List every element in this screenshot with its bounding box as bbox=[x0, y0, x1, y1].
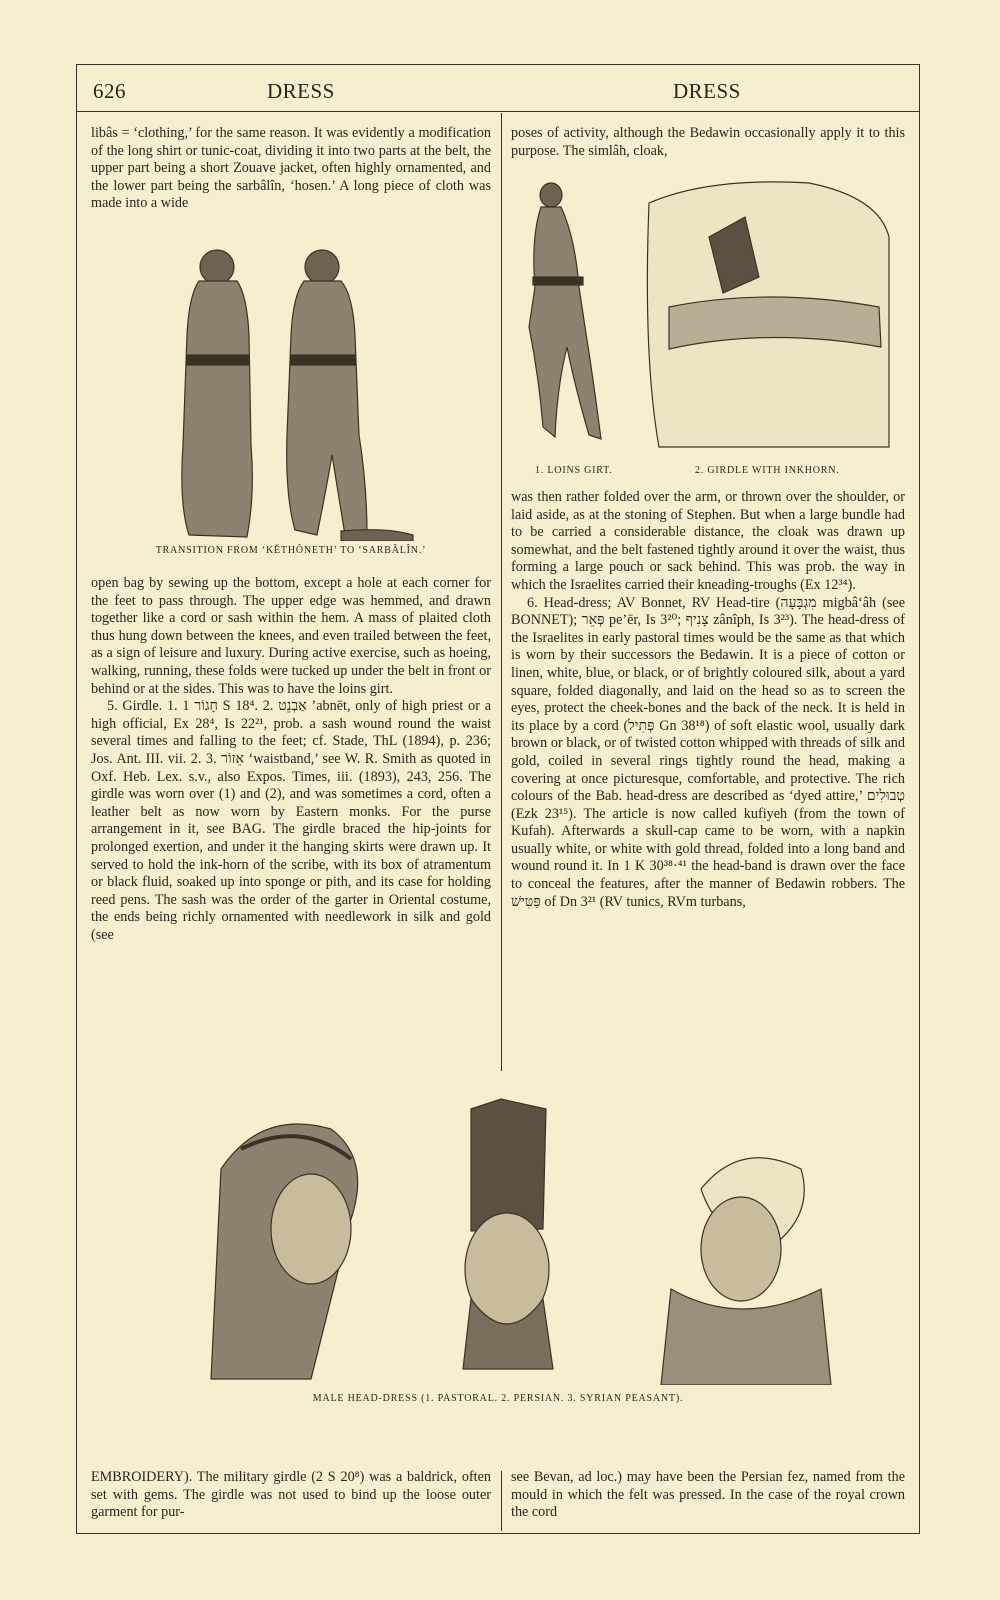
bottom-left-text bbox=[91, 1469, 491, 1522]
head-dress-figure bbox=[201, 1089, 841, 1385]
right-column-top bbox=[511, 125, 905, 160]
bottom-right-paragraph: see Bevan, ad loc.) may have been the Persian fez, named from the mould in which the felt was pressed. In the case of the royal crown the cord bbox=[511, 1469, 905, 1521]
column-rule-bottom bbox=[501, 1471, 502, 1531]
head-dress-caption: MALE HEAD-DRESS (1. PASTORAL. 2. PERSIAN. 3. SYRIAN PEASANT). bbox=[312, 1393, 684, 1404]
girdle-inkhorn-caption: 2. GIRDLE WITH INKHORN. bbox=[695, 465, 840, 476]
right-top-paragraph: poses of activity, although the Bedawin occasionally apply it to this purpose. The simlâh, cloak, bbox=[511, 125, 905, 159]
loins-girt-figures bbox=[509, 177, 905, 457]
left-column-main bbox=[91, 575, 491, 944]
bottom-right-text bbox=[511, 1469, 905, 1522]
page-number: 626 bbox=[93, 79, 126, 103]
left-column-top bbox=[91, 125, 491, 235]
right-column-main bbox=[511, 489, 905, 911]
transition-figure bbox=[167, 245, 457, 541]
header-right-title: DRESS bbox=[673, 79, 741, 103]
transition-figure-caption: TRANSITION FROM ‘KĔTHŌNETH’ TO ‘SARBÂLÎN.’ bbox=[155, 545, 427, 556]
left-paragraph-girdle: 5. Girdle. 1. חָגוֹר 1 S 18⁴. 2. אַבְנֵט ’abnēt, only of high priest or a high official, Ex 28⁴, Is 22²¹, prob. a sash wound round the waist several times and falling to the feet; cf. Stade, ThL (1894), p. 236; Jos. Ant. III. vii. 2. 3. אֵזוֹר ‘waistband,’ see W. R. Smith as quoted in Oxf. Heb. Lex. s.v., also Expos. Times, iii. (1893), 243, 256. The girdle was worn over (1) and (2), and was sometimes a cord, often a leather belt as now worn by Eastern monks. For the purse arrangement in it, see BAG. The girdle braced the hip-joints for prolonged exertion, and under it the hanging skirts were drawn up. It served to hold the ink-horn of the scribe, with its box of atramentum or black fluid, soaked up into sponge or pith, and its case for holding reed pens. The sash was the order of the garter in Oriental costume, the ends being richly ornamented with needlework in silk and gold (see bbox=[91, 698, 491, 943]
left-top-paragraph: libâs = ‘clothing,’ for the same reason. It was evidently a modification of the long shirt or tunic-coat, dividing it into two parts at the belt, the upper part being a short Zouave jacket, often highly ornamented, and the lower part being the sarbâlîn, ‘hosen.’ A long piece of cloth was made into a wide bbox=[91, 125, 491, 212]
right-paragraph-headdress: 6. Head-dress; AV Bonnet, RV Head-tire (מִגְבָּעָה migbâ‘âh (see BONNET); פְּאֵר pe’ēr, Is 3²⁰; צָנִיף zânîph, Is 3²³). The head-dress of the Israelites in early pastoral times would be the same as that which is worn by their successors the Bedawin. It is a piece of cotton or linen, white, blue, or black, or of brightly coloured silk, about a yard square, folded diagonally, and laid on the head so as to screen the eyes, protect the cheek-bones and the back of the neck. It is held in its place by a cord (פְּתִיל Gn 38¹⁸) of soft elastic wool, usually dark brown or black, or of twisted cotton whipped with threads of silk and gold, coiled in several rings tightly round the head, making a covering at once picturesque, comfortable, and protective. The rich colours of the Bab. head-dress are described as ‘dyed attire,’ טְבוּלִים (Ezk 23¹⁵). The article is now called kufiyeh (from the town of Kufah). Afterwards a skull-cap came to be worn, with a napkin usually white, or white with gold thread, folded into a long band and wound round it. In 1 K 30³⁸·⁴¹ the head-band is drawn over the face to conceal the features, after the manner of Bedawin robbers. The פַּטִּישׁ of Dn 3²¹ (RV tunics, RVm turbans, bbox=[511, 594, 905, 910]
loins-girt-caption: 1. LOINS GIRT. bbox=[535, 465, 613, 476]
header-left-title: DRESS bbox=[267, 79, 335, 103]
page-frame bbox=[76, 64, 920, 1534]
left-paragraph-1: open bag by sewing up the bottom, except a hole at each corner for the feet to pass through. The upper edge was hemmed, and drawn together like a cord or sash within the hem. A mass of plaited cloth thus hung down between the knees, and even trailed between the feet, as a sign of leisure and luxury. During active exercise, such as hoeing, walking, running, these folds were tucked up under the belt in front or behind or at the sides. This was to have the loins girt. bbox=[91, 575, 491, 697]
running-header bbox=[77, 65, 919, 112]
right-paragraph-1: was then rather folded over the arm, or thrown over the shoulder, or laid aside, as at the stoning of Stephen. But when a large bundle had to be carried a considerable distance, the cloak was drawn up somewhat, and the belt fastened tightly around it over the waist, thus forming a large pouch or sack behind. This was prob. the way in which the Israelites carried their kneading-troughs (Ex 12³⁴). bbox=[511, 489, 905, 593]
bottom-left-paragraph: EMBROIDERY). The military girdle (2 S 20⁸) was a baldrick, often set with gems. The girdle was not used to bind up the loose outer garment for pur- bbox=[91, 1469, 491, 1521]
column-rule-top bbox=[501, 113, 502, 1071]
